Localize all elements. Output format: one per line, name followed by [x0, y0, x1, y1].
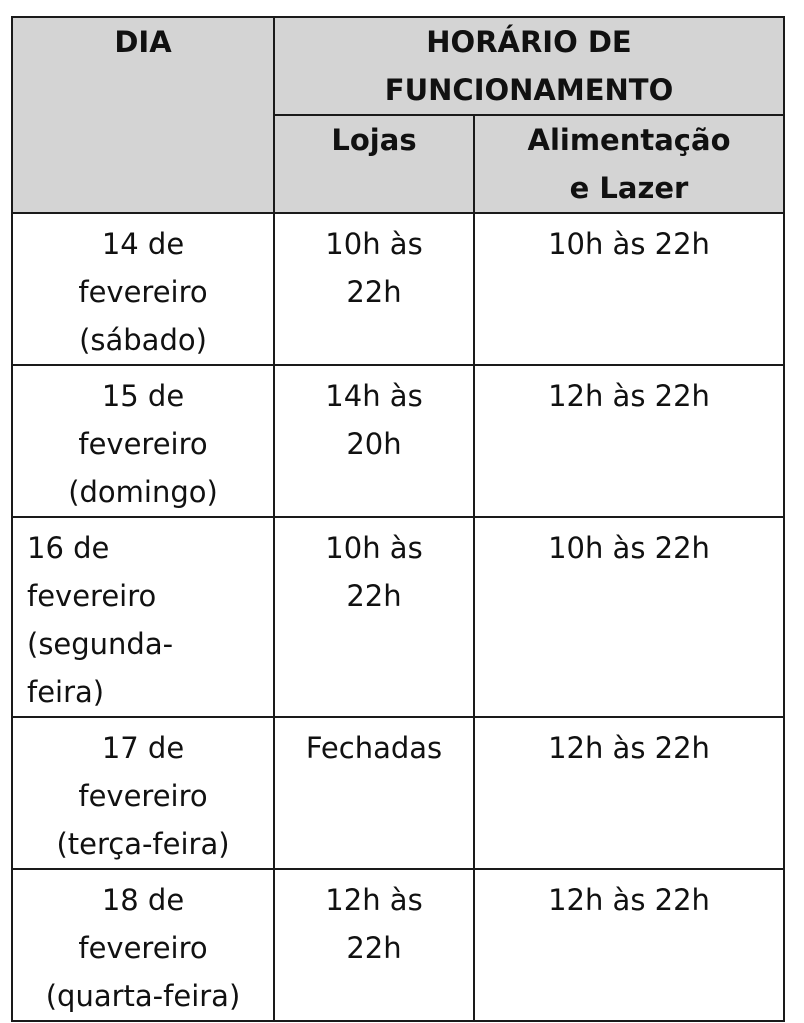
cell-dia-text: 15 de fevereiro (domingo)	[68, 379, 218, 509]
table-row	[12, 869, 784, 1021]
cell-dia	[12, 213, 274, 365]
header-alimentacao	[474, 115, 784, 213]
header-row	[12, 17, 784, 115]
cell-alimentacao	[474, 365, 784, 517]
table-row	[12, 517, 784, 717]
cell-dia-text: 18 de fevereiro (quarta-feira)	[45, 883, 241, 1013]
table-row	[12, 365, 784, 517]
header-lojas	[274, 115, 474, 213]
header-dia	[12, 17, 274, 213]
cell-alimentacao	[474, 517, 784, 717]
table-row	[12, 717, 784, 869]
cell-dia	[12, 365, 274, 517]
cell-alimentacao	[474, 717, 784, 869]
header-horario	[274, 17, 784, 115]
schedule-table	[11, 16, 785, 1022]
cell-lojas-text: 14h às 20h	[325, 379, 423, 461]
cell-lojas	[274, 213, 474, 365]
cell-lojas-text: Fechadas	[305, 731, 443, 765]
cell-lojas	[274, 717, 474, 869]
cell-alimentacao-text: 10h às 22h	[548, 531, 710, 565]
cell-lojas-text: 10h às 22h	[325, 531, 423, 613]
cell-dia	[12, 869, 274, 1021]
header-lojas-label: Lojas	[331, 123, 417, 157]
cell-lojas	[274, 365, 474, 517]
cell-dia	[12, 517, 274, 717]
cell-lojas-text: 12h às 22h	[325, 883, 423, 965]
header-horario-label: HORÁRIO DE FUNCIONAMENTO	[384, 25, 674, 107]
cell-alimentacao	[474, 869, 784, 1021]
cell-lojas	[274, 517, 474, 717]
cell-dia-text: 17 de fevereiro (terça-feira)	[56, 731, 230, 861]
cell-dia-text: 14 de fevereiro (sábado)	[78, 227, 208, 357]
cell-alimentacao-text: 12h às 22h	[548, 379, 710, 413]
cell-alimentacao-text: 10h às 22h	[548, 227, 710, 261]
cell-alimentacao-text: 12h às 22h	[548, 883, 710, 917]
cell-alimentacao	[474, 213, 784, 365]
cell-lojas	[274, 869, 474, 1021]
cell-dia	[12, 717, 274, 869]
header-dia-label: DIA	[114, 25, 172, 59]
cell-dia-text: 16 de fevereiro (segunda- feira)	[27, 531, 174, 709]
header-alimentacao-label: Alimentação e Lazer	[527, 123, 731, 205]
cell-alimentacao-text: 12h às 22h	[548, 731, 710, 765]
table-row	[12, 213, 784, 365]
cell-lojas-text: 10h às 22h	[325, 227, 423, 309]
